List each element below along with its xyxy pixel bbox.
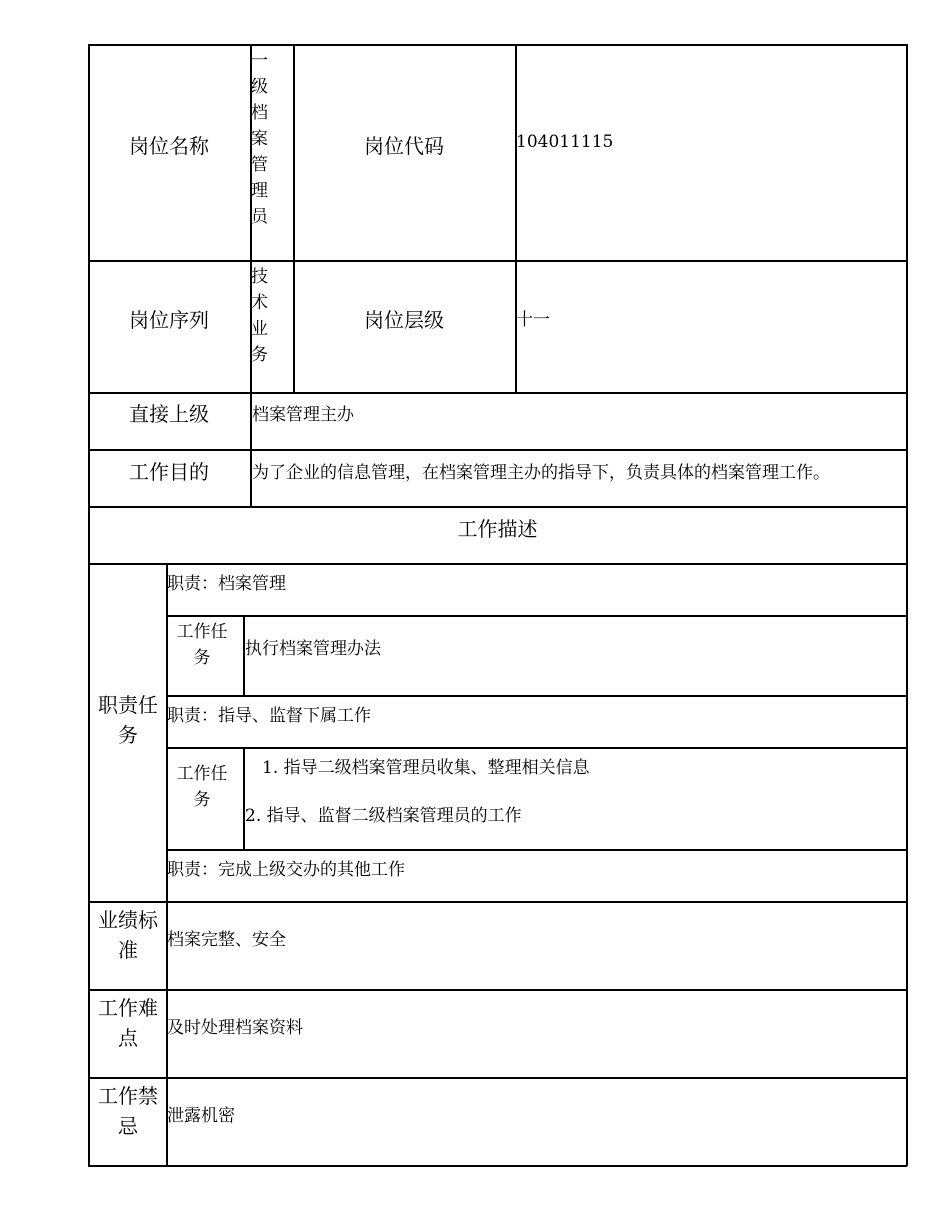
direct-superior-value: 档案管理主办	[252, 405, 354, 425]
performance-label: 业绩标准	[98, 908, 158, 962]
difficulty-label: 工作难点	[98, 996, 158, 1050]
position-series-value: 技术业务	[251, 267, 268, 365]
difficulty-value: 及时处理档案资料	[167, 1018, 303, 1038]
work-purpose-value: 为了企业的信息管理，在档案管理主办的指导下，负责具体的档案管理工作。	[252, 463, 830, 483]
position-name-label: 岗位名称	[129, 134, 209, 158]
task-item: 1. 指导二级档案管理员收集、整理相关信息	[262, 758, 590, 778]
duty-item: 职责：指导、监督下属工作	[167, 706, 371, 726]
position-level-label: 岗位层级	[364, 308, 444, 332]
position-level-value: 十一	[516, 310, 550, 330]
task-label: 工作任务	[176, 764, 228, 810]
duties-label: 职责任务	[98, 693, 158, 747]
task-item: 2. 指导、监督二级档案管理员的工作	[245, 806, 522, 826]
duty-item: 职责：档案管理	[167, 574, 286, 594]
performance-value: 档案完整、安全	[167, 930, 286, 950]
task-item: 执行档案管理办法	[245, 639, 381, 659]
position-series-label: 岗位序列	[129, 308, 209, 332]
taboo-value: 泄露机密	[167, 1106, 235, 1126]
task-label: 工作任务	[176, 622, 228, 668]
position-name-value: 一级档案管理员	[251, 51, 268, 227]
duty-item: 职责：完成上级交办的其他工作	[167, 860, 405, 880]
direct-superior-label: 直接上级	[129, 402, 209, 426]
taboo-label: 工作禁忌	[98, 1084, 158, 1138]
work-description-title: 工作描述	[457, 517, 538, 541]
work-purpose-label: 工作目的	[129, 460, 209, 484]
position-code-label: 岗位代码	[364, 134, 444, 158]
position-code-value: 104011115	[516, 132, 614, 152]
